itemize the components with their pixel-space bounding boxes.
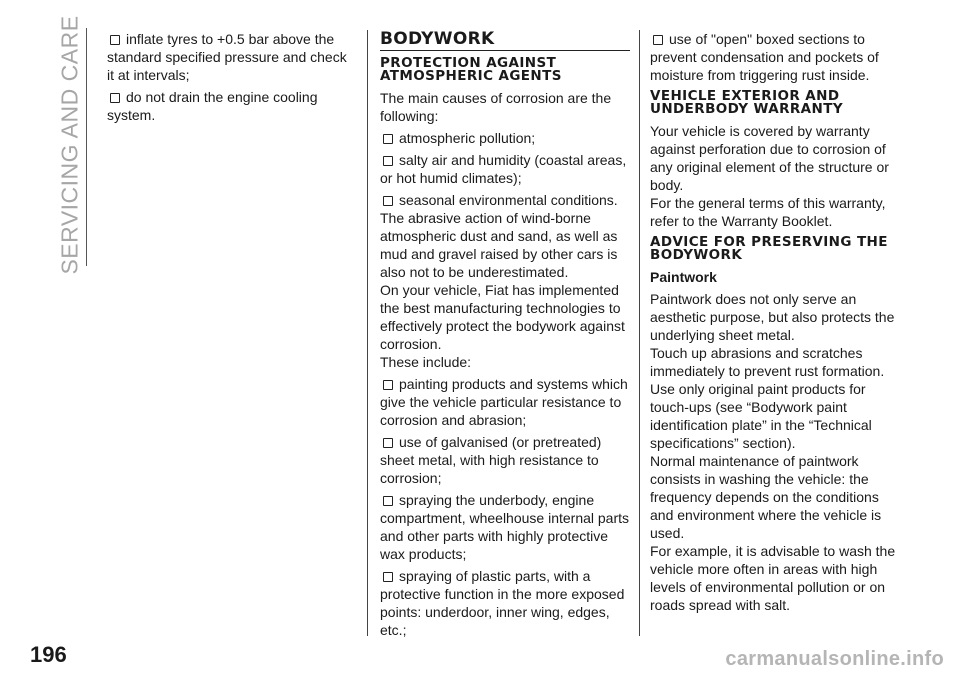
list-item: inflate tyres to +0.5 bar above the standard specified pressure and check it at intervals; [107,31,347,83]
watermark: carmanualsonline.info [725,648,944,670]
section-divider [86,28,87,266]
list-item: do not drain the engine cooling system. [107,89,318,123]
column-divider-2 [639,30,640,636]
section-title-text: SERVICING AND CARE [56,15,83,275]
checkbox-bullet-icon [383,134,393,144]
checkbox-bullet-icon [110,35,120,45]
checkbox-bullet-icon [383,438,393,448]
checkbox-bullet-icon [383,196,393,206]
column-3 [650,30,905,618]
heading-paintwork: Paintwork [650,269,717,285]
heading-bodywork: BODYWORK [380,30,630,51]
page-number: 196 [30,642,67,667]
paragraph: Paintwork does not only serve an aesthetic purpose, but also protects the underlying sheet metal. [650,291,895,343]
list-item: salty air and humidity (coastal areas, or hot humid climates); [380,152,627,186]
paragraph: Your vehicle is covered by warranty against perforation due to corrosion of any original element of the structure or body. [650,123,889,193]
paragraph: Normal maintenance of paintwork consists in washing the vehicle: the frequency depends on the conditions and environment where the vehicle is used. [650,453,882,541]
paragraph: The abrasive action of wind-borne atmospheric dust and sand, as well as mud and gravel raised by other cars is also not to be underestimated. [380,210,618,280]
column-divider-1 [367,30,368,636]
column-2 [380,30,630,643]
paragraph: Touch up abrasions and scratches immediately to prevent rust formation. Use only original paint products for touch-ups (see “Bodywork paint identification plate” in the “Technical specifications” section). [650,345,885,451]
list-item: atmospheric pollution; [380,129,630,147]
intro-text: The main causes of corrosion are the following: [380,90,612,124]
checkbox-bullet-icon [383,572,393,582]
paragraph: For example, it is advisable to wash the vehicle more often in areas with high levels of environmental pollution or on roads spread with salt. [650,543,896,613]
paragraph: On your vehicle, Fiat has implemented the best manufacturing technologies to effectively protect the bodywork against corrosion. [380,282,625,352]
checkbox-bullet-icon [383,496,393,506]
heading-warranty: VEHICLE EXTERIOR AND UNDERBODY WARRANTY [650,88,844,117]
checkbox-bullet-icon [653,35,663,45]
paragraph: These include: [380,354,472,370]
heading-protection: PROTECTION AGAINST ATMOSPHERIC AGENTS [380,55,562,84]
list-item: seasonal environmental conditions. [380,191,630,209]
column-1 [107,30,352,128]
heading-advice: ADVICE FOR PRESERVING THE BODYWORK [650,234,888,263]
list-item: painting products and systems which give the vehicle particular resistance to corrosion and abrasion; [380,376,628,428]
checkbox-bullet-icon [383,380,393,390]
list-item: use of "open" boxed sections to prevent condensation and pockets of moisture from triggering rust inside. [650,31,879,83]
section-title [56,15,84,275]
list-item: spraying of plastic parts, with a protective function in the more exposed points: underdoor, inner wing, edges, etc.; [380,568,625,638]
checkbox-bullet-icon [110,93,120,103]
checkbox-bullet-icon [383,156,393,166]
paragraph: For the general terms of this warranty, refer to the Warranty Booklet. [650,195,886,229]
list-item: use of galvanised (or pretreated) sheet metal, with high resistance to corrosion; [380,434,602,486]
list-item: spraying the underbody, engine compartment, wheelhouse internal parts and other parts with highly protective wax products; [380,492,630,562]
